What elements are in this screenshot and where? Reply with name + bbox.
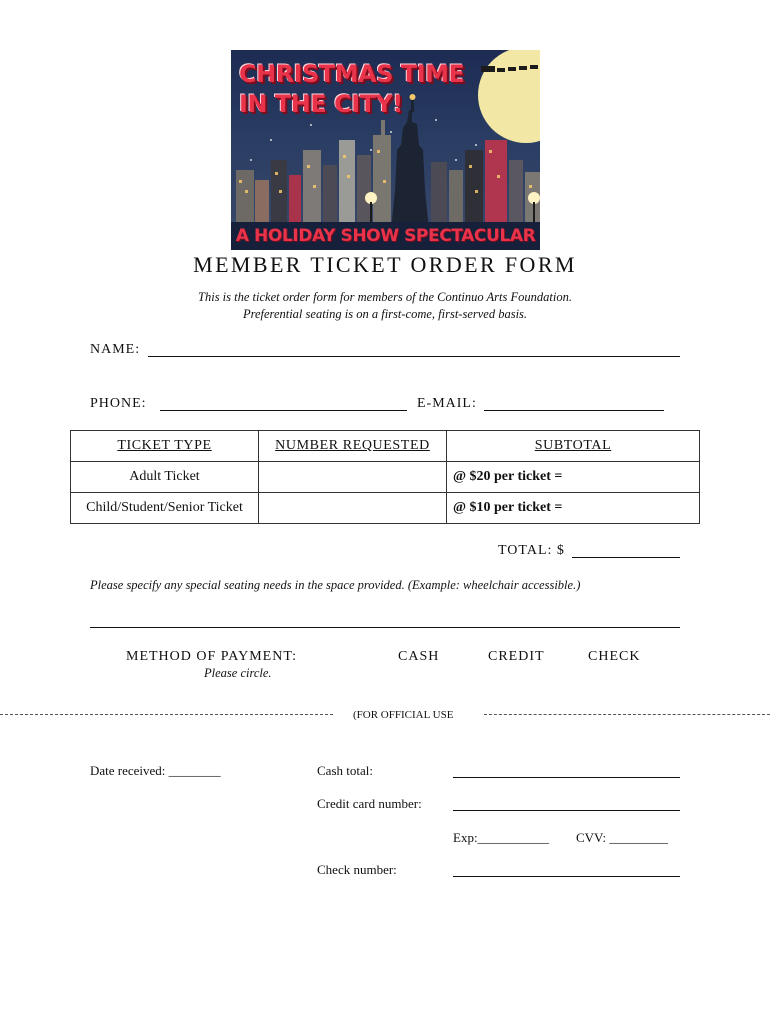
phone-field[interactable]	[160, 410, 407, 411]
official-use-heading: (FOR OFFICIAL USE	[353, 709, 454, 721]
form-title: MEMBER TICKET ORDER FORM	[193, 252, 577, 277]
date-received-field[interactable]: Date received: ________	[90, 763, 221, 778]
table-header-row	[71, 431, 700, 462]
phone-label: PHONE:	[90, 396, 147, 411]
payment-option-cash[interactable]: CASH	[398, 649, 440, 664]
cash-total-label: Cash total:	[317, 763, 373, 778]
total-label: TOTAL: $	[498, 543, 565, 558]
ticket-table	[70, 430, 700, 524]
official-divider-right	[484, 714, 770, 715]
payment-option-check[interactable]: CHECK	[588, 649, 641, 664]
credit-card-number-field[interactable]	[453, 810, 680, 811]
col-header-ticket-type: TICKET TYPE	[71, 431, 259, 462]
col-header-number-requested: NUMBER REQUESTED	[259, 431, 447, 462]
cvv-field[interactable]: CVV: _________	[576, 830, 668, 845]
col-header-subtotal: SUBTOTAL	[447, 431, 700, 462]
payment-option-credit[interactable]: CREDIT	[488, 649, 545, 664]
subtotal-cell[interactable]: @ $10 per ticket =	[447, 493, 700, 524]
check-number-label: Check number:	[317, 862, 397, 877]
special-needs-field[interactable]	[90, 627, 680, 628]
table-row	[71, 493, 700, 524]
number-requested-input[interactable]	[259, 462, 447, 493]
number-requested-input[interactable]	[259, 493, 447, 524]
payment-hint: Please circle.	[204, 666, 272, 680]
intro-line-1: This is the ticket order form for members of the Continuo Arts Foundation.	[198, 290, 572, 304]
subtotal-cell[interactable]: @ $20 per ticket =	[447, 462, 700, 493]
cash-total-field[interactable]	[453, 777, 680, 778]
table-row	[71, 462, 700, 493]
total-field[interactable]	[572, 557, 680, 558]
ticket-type-cell: Child/Student/Senior Ticket	[71, 493, 259, 524]
email-field[interactable]	[484, 410, 664, 411]
check-number-field[interactable]	[453, 876, 680, 877]
credit-card-number-label: Credit card number:	[317, 796, 422, 811]
email-label: E-MAIL:	[417, 396, 477, 411]
event-poster	[231, 50, 540, 250]
special-needs-note: Please specify any special seating needs in the space provided. (Example: wheelchair accessible.)	[90, 578, 581, 592]
exp-field[interactable]: Exp:___________	[453, 830, 550, 845]
name-label: NAME:	[90, 342, 141, 357]
poster-title-line2: IN THE CITY!	[239, 90, 403, 118]
name-field[interactable]	[148, 356, 680, 357]
payment-method-label: METHOD OF PAYMENT:	[126, 649, 298, 664]
ticket-type-cell: Adult Ticket	[71, 462, 259, 493]
intro-line-2: Preferential seating is on a first-come, first-served basis.	[242, 307, 528, 321]
poster-title-line1: CHRISTMAS TIME	[239, 60, 465, 88]
poster-subtitle: A HOLIDAY SHOW SPECTACULAR	[235, 226, 536, 246]
official-divider-left	[0, 714, 333, 715]
